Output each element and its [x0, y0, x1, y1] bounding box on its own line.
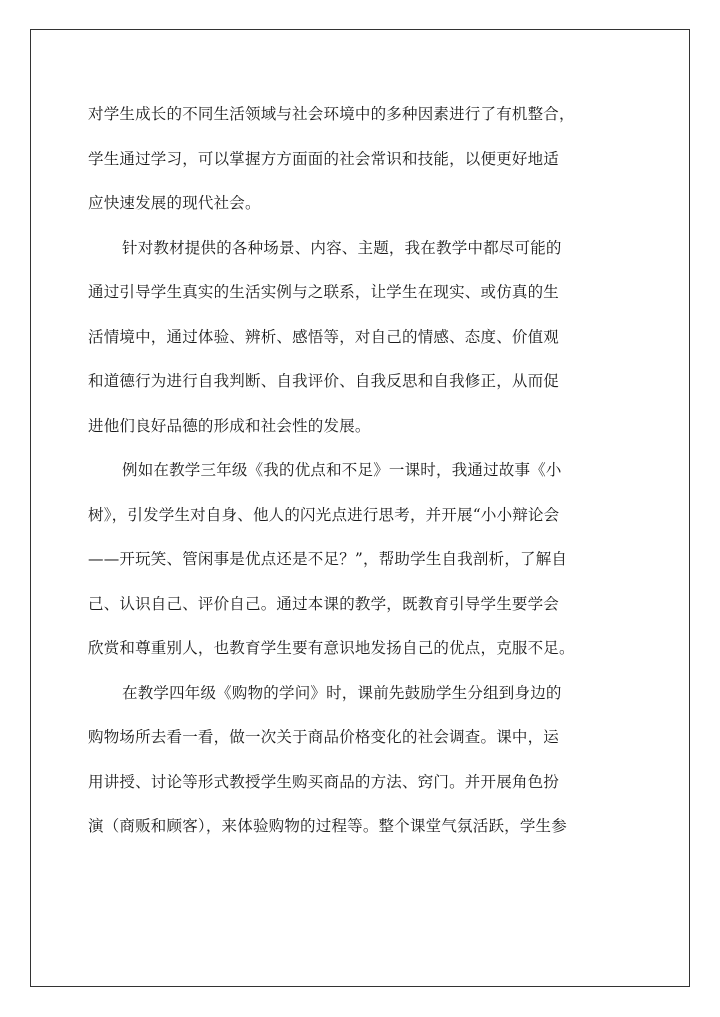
paragraph-start-line: 例如在教学三年级《我的优点和不足》一课时，我通过故事《小: [122, 461, 562, 479]
document-body: [88, 92, 638, 849]
text-line: 购物场所去看一看，做一次关于商品价格变化的社会调查。课中，运: [88, 728, 560, 746]
text-line: 进他们良好品德的形成和社会性的发展。: [88, 416, 371, 435]
text-line: 欣赏和尊重别人，也教育学生要有意识地发扬自己的优点，克服不足。: [88, 639, 575, 657]
text-line: 演（商贩和顾客），来体验购物的过程等。整个课堂气氛活跃，学生参: [88, 817, 567, 835]
text-line: ——开玩笑、管闲事是优点还是不足？”，帮助学生自我剖析，了解自: [88, 550, 568, 568]
paragraph-start-line: 针对教材提供的各种场景、内容、主题，我在教学中都尽可能的: [122, 238, 562, 257]
text-line: 对学生成长的不同生活领域与社会环境中的多种因素进行了有机整合，: [88, 105, 575, 123]
text-line: 用讲授、讨论等形式教授学生购买商品的方法、窍门。并开展角色扮: [88, 772, 560, 791]
text-line: 应快速发展的现代社会。: [88, 194, 261, 212]
text-line: 和道德行为进行自我判断、自我评价、自我反思和自我修正，从而促: [88, 372, 560, 390]
text-line: 树》，引发学生对自身、他人的闪光点进行思考，并开展“小小辩论会: [88, 505, 560, 524]
text-line: 学生通过学习，可以掌握方方面面的社会常识和技能，以便更好地适: [88, 149, 560, 168]
text-line: 活情境中，通过体验、辨析、感悟等，对自己的情感、态度、价值观: [88, 327, 560, 346]
text-line: 通过引导学生真实的生活实例与之联系，让学生在现实、或仿真的生: [88, 283, 560, 301]
paragraph-start-line: 在教学四年级《购物的学问》时，课前先鼓励学生分组到身边的: [122, 683, 562, 702]
text-line: 己、认识自己、评价自己。通过本课的教学，既教育引导学生要学会: [88, 594, 560, 613]
